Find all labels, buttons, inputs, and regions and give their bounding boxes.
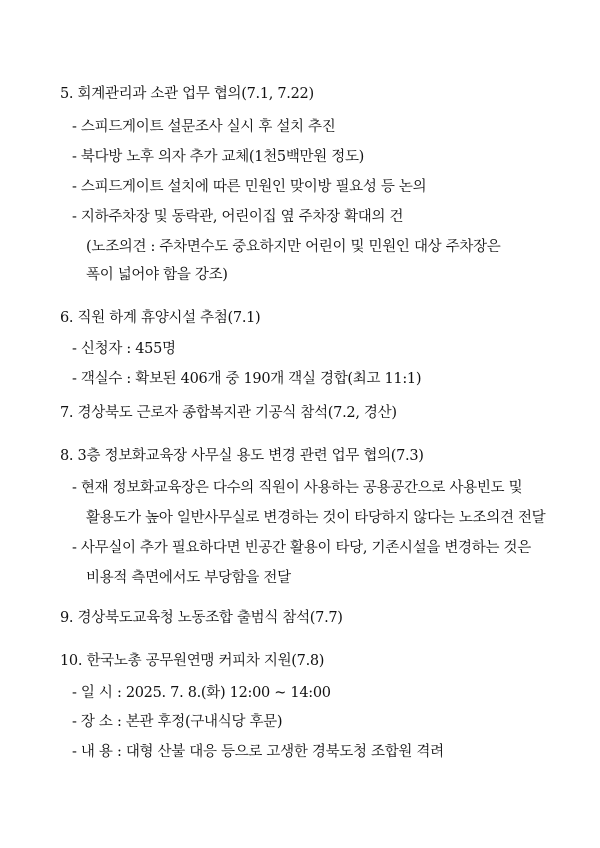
section-8-item-1-cont: 활용도가 높아 일반사무실로 변경하는 것이 타당하지 않다는 노조의견 전달 (86, 510, 546, 526)
section-8-item-1: - 현재 정보화교육장은 다수의 직원이 사용하는 공용공간으로 사용빈도 및 (72, 480, 523, 496)
section-8-item-2-cont: 비용적 측면에서도 부당함을 전달 (86, 570, 291, 586)
section-10-item-place: - 장 소 : 본관 후정(구내식당 후문) (72, 714, 283, 730)
section-5-item-2: - 북다방 노후 의자 추가 교체(1천5백만원 정도) (72, 149, 365, 165)
section-6-title: 6. 직원 하계 휴양시설 추첨(7.1) (60, 310, 261, 326)
section-6-item-1: - 신청자 : 455명 (72, 341, 176, 357)
section-10-item-content: - 내 용 : 대형 산불 대응 등으로 고생한 경북도청 조합원 격려 (72, 744, 444, 760)
section-9-title: 9. 경상북도교육청 노동조합 출범식 참석(7.7) (60, 610, 343, 626)
section-10-title: 10. 한국노총 공무원연맹 커피차 지원(7.8) (60, 653, 325, 669)
section-5-item-1: - 스피드게이트 설문조사 실시 후 설치 추진 (72, 119, 336, 135)
section-5-item-3: - 스피드게이트 설치에 따른 민원인 맞이방 필요성 등 논의 (72, 179, 427, 195)
section-8-item-2: - 사무실이 추가 필요하다면 빈공간 활용이 타당, 기존시설을 변경하는 것은 (72, 540, 531, 556)
section-5-union-opinion-cont: 폭이 넓어야 함을 강조) (86, 267, 228, 283)
section-5-title: 5. 회계관리과 소관 업무 협의(7.1, 7.22) (60, 86, 314, 102)
section-5-item-4: - 지하주차장 및 동락관, 어린이집 옆 주차장 확대의 건 (72, 209, 404, 225)
section-10-item-time: - 일 시 : 2025. 7. 8.(화) 12:00 ~ 14:00 (72, 685, 331, 701)
section-8-title: 8. 3층 정보화교육장 사무실 용도 변경 관련 업무 협의(7.3) (60, 448, 424, 464)
section-7-title: 7. 경상북도 근로자 종합복지관 기공식 참석(7.2, 경산) (60, 405, 397, 421)
section-5-union-opinion: (노조의견 : 주차면수도 중요하지만 어린이 및 민원인 대상 주차장은 (86, 239, 501, 255)
section-6-item-2: - 객실수 : 확보된 406개 중 190개 객실 경합(최고 11:1) (72, 371, 422, 387)
